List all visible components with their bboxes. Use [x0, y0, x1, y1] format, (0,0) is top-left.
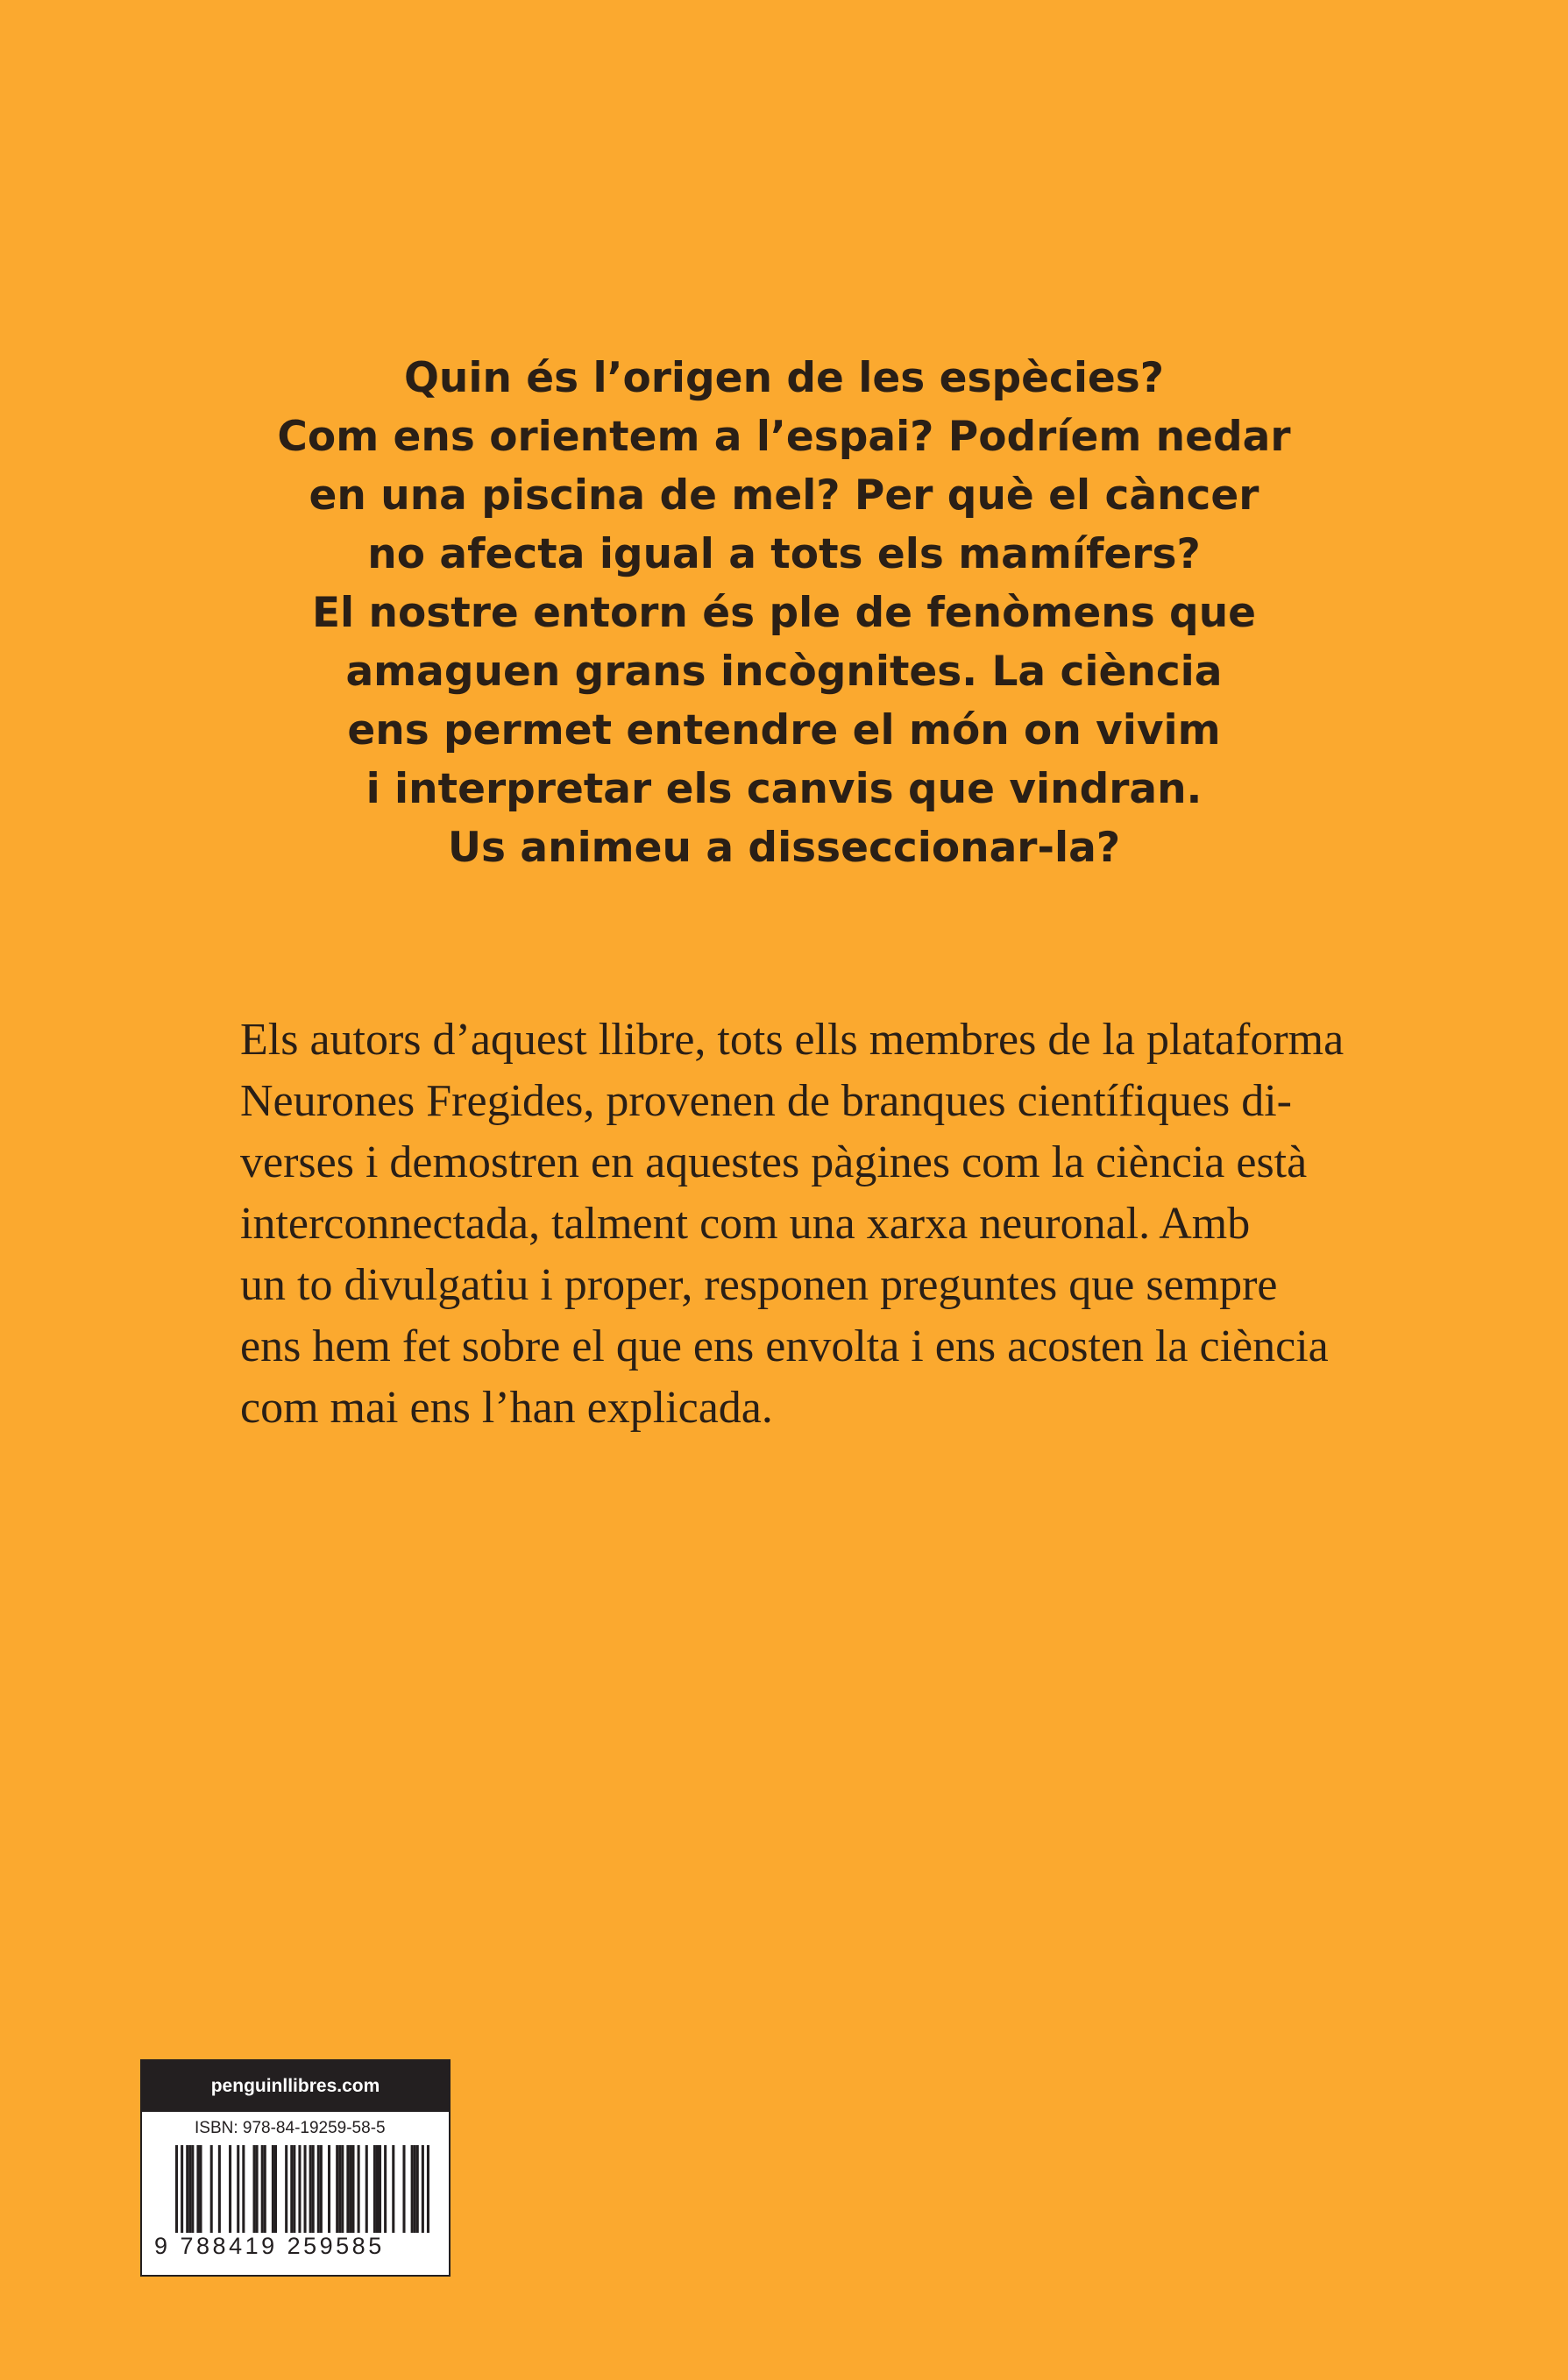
barcode-bar	[422, 2145, 424, 2233]
barcode-bar	[264, 2145, 266, 2233]
barcode-bar	[218, 2145, 221, 2233]
barcode-bar	[237, 2145, 239, 2233]
barcode-bar	[256, 2145, 259, 2233]
barcode-bar	[317, 2145, 320, 2233]
barcode-bar	[309, 2145, 312, 2233]
blurb-questions	[210, 349, 1358, 877]
barcode-bar	[191, 2145, 194, 2233]
blurb-line: El nostre entorn és ple de fenòmens que	[311, 589, 1257, 637]
description-line: un to divulgatiu i proper, responen preguntes que sempre	[240, 1260, 1278, 1310]
barcode-bars	[175, 2145, 429, 2233]
description-line: Els autors d’aquest llibre, tots ells membres de la plataforma	[240, 1015, 1345, 1065]
book-description	[240, 1009, 1345, 1439]
barcode-bar	[427, 2145, 429, 2233]
barcode-bar	[384, 2145, 387, 2233]
barcode-bar	[379, 2145, 381, 2233]
description-line: interconnectada, talment com una xarxa neuronal. Amb	[240, 1199, 1251, 1249]
barcode-bar	[402, 2145, 405, 2233]
barcode-bar	[293, 2145, 295, 2233]
barcode-bar	[272, 2145, 274, 2233]
blurb-line: ens permet entendre el món on vivim	[347, 706, 1221, 754]
description-line: Neurones Fregides, provenen de branques científiques di-	[240, 1076, 1292, 1126]
isbn-label: ISBN: 978-84-19259-58-5	[195, 2119, 386, 2137]
barcode-bar	[392, 2145, 394, 2233]
barcode-bar	[290, 2145, 293, 2233]
barcode-bar	[210, 2145, 213, 2233]
barcode-bar	[298, 2145, 301, 2233]
barcode-bar	[181, 2145, 183, 2233]
barcode-digits: 9 788419 259585	[154, 2233, 385, 2259]
barcode-bar	[351, 2145, 354, 2233]
barcode-bar	[358, 2145, 360, 2233]
blurb-line: i interpretar els canvis que vindran.	[365, 765, 1203, 813]
barcode-bar	[349, 2145, 351, 2233]
barcode-bar	[373, 2145, 376, 2233]
barcode-bar	[229, 2145, 231, 2233]
barcode-box	[140, 2059, 451, 2277]
barcode-bar	[253, 2145, 256, 2233]
description-line: ens hem fet sobre el que ens envolta i ens acosten la ciència	[240, 1321, 1329, 1371]
barcode-bar	[328, 2145, 330, 2233]
barcode-bar	[285, 2145, 287, 2233]
barcode-bar	[365, 2145, 368, 2233]
barcode-bar	[175, 2145, 178, 2233]
barcode-bar	[376, 2145, 379, 2233]
blurb-line: amaguen grans incògnites. La ciència	[345, 648, 1223, 696]
barcode-bar	[188, 2145, 191, 2233]
blurb-line: en una piscina de mel? Per què el càncer	[309, 471, 1259, 520]
blurb-line: Quin és l’origen de les espècies?	[403, 354, 1165, 402]
barcode-bar	[336, 2145, 338, 2233]
barcode-bar	[261, 2145, 264, 2233]
barcode-bar	[414, 2145, 416, 2233]
blurb-line: Com ens orientem a l’espai? Podríem nedar	[277, 413, 1291, 461]
barcode-bar	[242, 2145, 245, 2233]
barcode-bar	[346, 2145, 349, 2233]
barcode-bar	[320, 2145, 323, 2233]
barcode-bar	[312, 2145, 315, 2233]
description-line: com mai ens l’han explicada.	[240, 1383, 773, 1433]
blurb-line: Us animeu a disseccionar-la?	[447, 824, 1121, 872]
barcode-bar	[199, 2145, 202, 2233]
barcode-bar	[304, 2145, 307, 2233]
barcode-bar	[416, 2145, 419, 2233]
barcode-bar	[338, 2145, 341, 2233]
publisher-website: penguinllibres.com	[142, 2061, 449, 2112]
barcode-bar	[411, 2145, 414, 2233]
description-line: verses i demostren en aquestes pàgines com la ciència està	[240, 1137, 1308, 1187]
barcode-bar	[196, 2145, 199, 2233]
barcode-bar	[341, 2145, 344, 2233]
barcode-bar	[274, 2145, 277, 2233]
blurb-line: no afecta igual a tots els mamífers?	[367, 530, 1201, 578]
barcode-bar	[186, 2145, 188, 2233]
